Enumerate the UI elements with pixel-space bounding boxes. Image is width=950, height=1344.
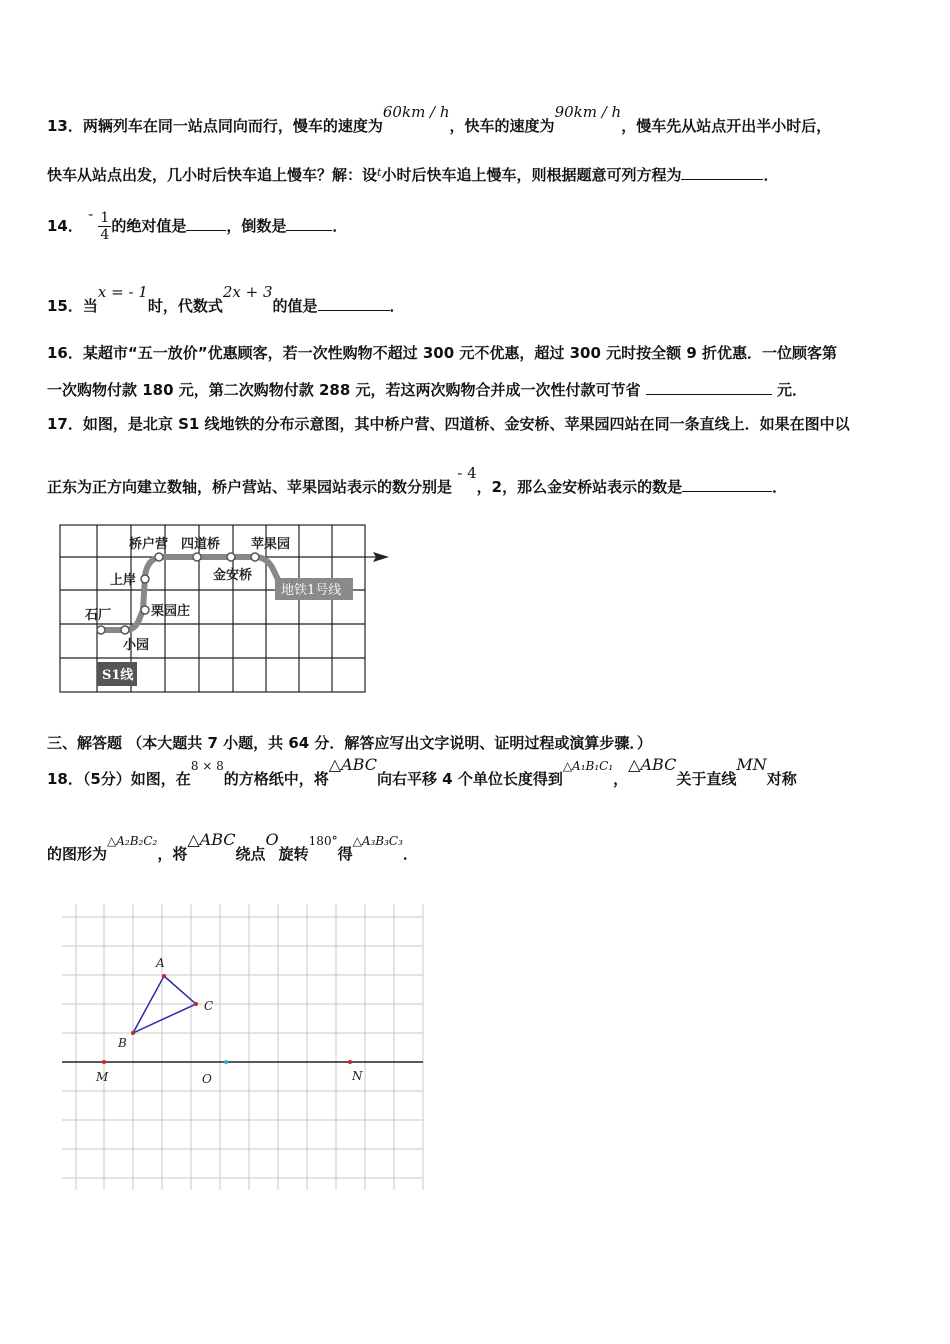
s1-route-line: [101, 557, 281, 630]
q18-text-i: 旋转: [278, 845, 309, 863]
q14-fraction: [98, 210, 111, 243]
label-b: B: [118, 1036, 127, 1050]
q18-text-a: 18．（5分）如图，在: [47, 770, 191, 788]
q14-number: 14．: [47, 217, 83, 235]
q14-reciprocal-blank[interactable]: [286, 216, 332, 231]
q18-text-d: 关于直线: [676, 770, 737, 788]
figure-grid: [62, 904, 423, 1190]
q18-triangle-abc-2: △ABC: [628, 755, 677, 774]
q15-line: [47, 283, 405, 316]
q13-number: 13．: [47, 117, 83, 135]
q16-line1: 16．某超市“五一放价”优惠顾客，若一次性购物不超过 300 元不优惠，超过 300 元时按全额 9 折优惠．一位顾客第: [47, 344, 837, 362]
q15-text-c: 的值是: [272, 297, 318, 315]
station-shangan: [141, 575, 149, 583]
station-shichang: [97, 626, 105, 634]
station-liyuanzhuang: [141, 606, 149, 614]
q18-text-e: 对称: [766, 770, 797, 788]
line1-label: 地铁1号线: [281, 583, 342, 598]
q15-expression: 2x + 3: [222, 283, 273, 301]
q14-abs-blank[interactable]: [186, 216, 226, 231]
station-qiaohuying: [155, 553, 163, 561]
station-xiaoyuan: [121, 626, 129, 634]
q18-triangle-a3b3c3: △A₃B₃C₃: [352, 834, 403, 848]
q17-value-a: - 4: [457, 464, 477, 482]
q18-text-j: 得: [337, 845, 353, 863]
q13-text-e: 小时后快车追上慢车，则根据题意可列方程为: [381, 166, 682, 184]
q18-point-o: O: [265, 830, 279, 849]
q17-text-b: ，2，那么金安桥站表示的数是: [476, 478, 683, 496]
label-shichang: 石厂: [85, 608, 112, 623]
q17-text-a: 正东为正方向建立数轴，桥户营站、苹果园站表示的数分别是: [47, 478, 453, 496]
q13-slow-speed: 60km / h: [382, 103, 450, 121]
q18-triangle-a1b1c1: △A₁B₁C₁: [562, 759, 614, 773]
q17-end: ．: [772, 478, 788, 496]
q18-text-g: ，将: [157, 845, 188, 863]
q16-text-b: 元．: [776, 381, 807, 399]
q13-end: ．: [763, 166, 779, 184]
q17-answer-blank[interactable]: [682, 477, 772, 492]
section-3-title: 三、解答题 （本大题共 7 小题，共 64 分．解答应写出文字说明、证明过程或演算步骤．）: [47, 734, 652, 752]
q14-text-a: 的绝对值是: [111, 217, 187, 235]
label-pingguoyuan: 苹果园: [251, 537, 291, 552]
subway-map: [55, 524, 395, 696]
q15-condition: x = - 1: [97, 283, 148, 301]
s1-label: S1线: [102, 668, 134, 683]
point-n: [348, 1060, 352, 1064]
q14-frac-numerator: 1: [100, 210, 110, 226]
stations: [97, 553, 259, 634]
q13-fast-speed: 90km / h: [554, 103, 622, 121]
q13-answer-blank[interactable]: [681, 165, 763, 180]
point-c: [194, 1002, 198, 1006]
q18-text-f: 的图形为: [47, 845, 108, 863]
station-sidaoqiao: [193, 553, 201, 561]
q17-line1: 17．如图，是北京 S1 线地铁的分布示意图，其中桥户营、四道桥、金安桥、苹果园四站在同一条直线上．如果在图中以: [47, 415, 850, 433]
label-n: N: [352, 1069, 363, 1083]
q18-line-mn: MN: [736, 755, 767, 774]
point-o: [224, 1060, 228, 1064]
q18-text-h: 绕点: [235, 845, 266, 863]
q14-frac-denominator: 4: [100, 227, 110, 243]
number-axis-arrow: [365, 552, 389, 562]
label-o: O: [202, 1072, 212, 1086]
q16-text-a: 一次购物付款 180 元，第二次购物付款 288 元，若这两次购物合并成一次性付款可节省: [47, 381, 641, 399]
label-a: A: [156, 956, 165, 970]
q13-var-t: t: [377, 166, 382, 179]
label-xiaoyuan: 小园: [123, 638, 150, 653]
q15-number: 15．: [47, 297, 83, 315]
q18-comma: ，: [613, 770, 629, 788]
point-b: [131, 1031, 135, 1035]
point-m: [102, 1060, 106, 1064]
q13-line1: [47, 103, 832, 136]
q18-grid-size: 8 × 8: [190, 759, 224, 773]
q13-text-c: ，慢车先从站点开出半小时后，: [621, 117, 832, 135]
label-m: M: [96, 1070, 109, 1084]
q14-text-b: ，倒数是: [226, 217, 287, 235]
figure-points: [102, 974, 352, 1064]
q15-answer-blank[interactable]: [318, 296, 390, 311]
q18-grid-figure: [58, 898, 428, 1194]
q13-text-b: ，快车的速度为: [449, 117, 555, 135]
point-a: [162, 974, 166, 978]
q16-line2: [47, 380, 807, 400]
q14-line: [47, 206, 347, 246]
label-jinanqiao: 金安桥: [213, 568, 253, 583]
q14-neg-sign: -: [88, 205, 94, 223]
q15-text-a: 当: [82, 297, 98, 315]
q18-triangle-a2b2c2: △A₂B₂C₂: [107, 834, 158, 848]
station-pingguoyuan: [251, 553, 259, 561]
q13-text-a: 两辆列车在同一站点同向而行，慢车的速度为: [82, 117, 383, 135]
station-jinanqiao: [227, 553, 235, 561]
q15-end: ．: [389, 297, 405, 315]
q16-answer-blank[interactable]: [646, 380, 772, 395]
q18-angle: 180°: [308, 834, 338, 848]
q18-triangle-abc-3: △ABC: [187, 830, 236, 849]
q13-line2: [47, 165, 778, 187]
q18-line2: [47, 830, 418, 865]
q18-text-b: 的方格纸中，将: [223, 770, 329, 788]
q14-end: ．: [332, 217, 348, 235]
label-c: C: [204, 999, 214, 1013]
q15-text-b: 时，代数式: [147, 297, 223, 315]
q18-triangle-abc: △ABC: [328, 755, 377, 774]
label-liyuanzhuang: 栗园庄: [151, 604, 191, 619]
label-shangan: 上岸: [110, 573, 137, 588]
q18-end: ．: [402, 845, 418, 863]
label-qiaohuying: 桥户营: [129, 537, 169, 552]
q18-text-c: 向右平移 4 个单位长度得到: [376, 770, 563, 788]
label-sidaoqiao: 四道桥: [181, 537, 221, 552]
q13-text-d: 快车从站点出发，几小时后快车追上慢车？解：设: [47, 166, 378, 184]
q17-line2: [47, 464, 788, 497]
